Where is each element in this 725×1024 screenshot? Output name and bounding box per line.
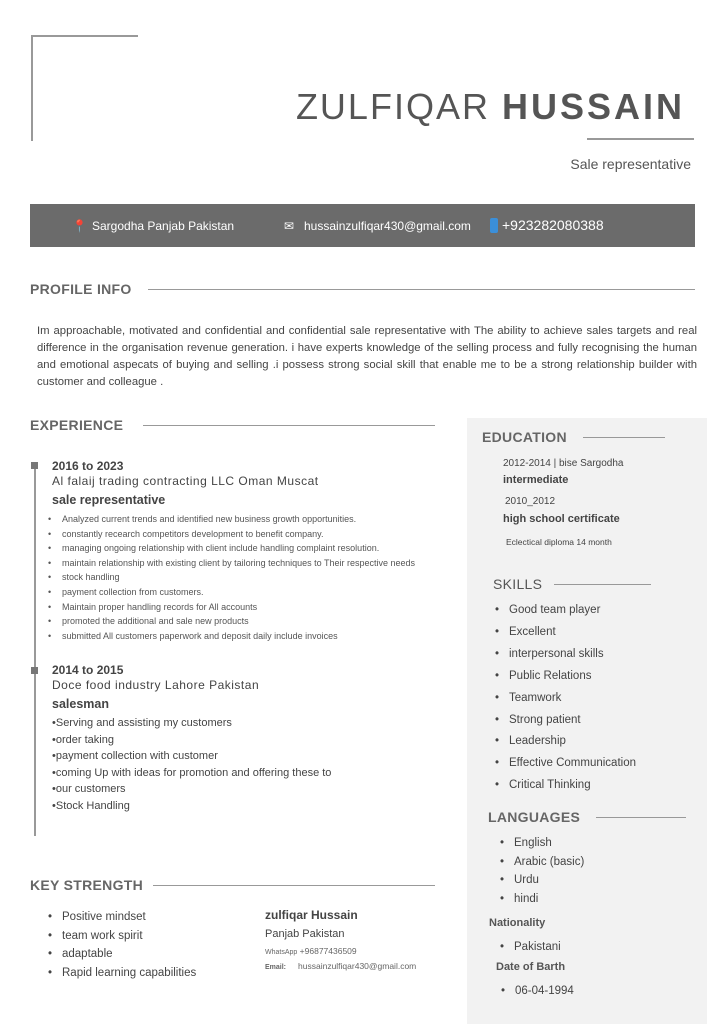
skill-item: • Critical Thinking <box>493 775 693 797</box>
skill-item: • Leadership <box>493 731 693 753</box>
job-company: Al falaij trading contracting LLC Oman Muscat <box>52 474 319 488</box>
job-company: Doce food industry Lahore Pakistan <box>52 678 260 692</box>
language-item: • Arabic (basic) <box>498 853 678 872</box>
skill-item: • Good team player <box>493 600 693 622</box>
job-duties <box>48 512 432 643</box>
language-item: • hindi <box>498 890 678 909</box>
profile-text: Im approachable, motivated and confidential and confidential sale representative with The ability to achieve sales targets and real difference in the organisation revenue generation. i have experts knowledge of the selling process and fully recognising the human and emotional aspecats of buying and selling .i possess strong social skill that enable me to be a strong relationship builder with customer and colleague . <box>37 325 697 388</box>
duty-item: • payment collection from customers. <box>48 585 432 600</box>
language-item: • Urdu <box>498 871 678 890</box>
timeline-marker <box>31 462 38 469</box>
whatsapp-number: +96877436509 <box>299 946 357 956</box>
job-period: 2016 to 2023 <box>52 459 124 473</box>
duty-item: • stock handling <box>48 570 432 585</box>
full-name <box>296 86 685 128</box>
education-period: 2012-2014 | bise Sargodha <box>503 458 624 469</box>
profile-heading: PROFILE INFO <box>30 281 695 297</box>
duty-item: • managing ongoing relationship with client include handling complaint resolution. <box>48 541 432 556</box>
timeline-line <box>34 462 36 836</box>
languages-heading: LANGUAGES <box>488 809 686 825</box>
phone-icon <box>490 218 498 233</box>
education-heading: EDUCATION <box>482 429 665 445</box>
nationality-list <box>498 937 561 959</box>
strength-item: • Positive mindset <box>46 908 246 927</box>
duty-item: • submitted All customers paperwork and deposit daily include invoices <box>48 629 432 644</box>
job-role: Sale representative <box>570 156 691 172</box>
job-entry <box>52 663 432 815</box>
education-list <box>503 458 703 547</box>
map-pin-icon: 📍 <box>72 219 87 233</box>
divider <box>587 138 694 140</box>
envelope-icon: ✉ <box>284 219 295 233</box>
education-degree: high school certificate <box>503 513 620 525</box>
language-item: • English <box>498 834 678 853</box>
contact-location: Sargodha Panjab Pakistan <box>92 219 235 233</box>
first-name: ZULFIQAR <box>295 86 490 127</box>
job-period: 2014 to 2015 <box>52 663 124 677</box>
last-name: HUSSAIN <box>501 86 685 127</box>
contact-email[interactable]: hussainzulfiqar430@gmail.com <box>304 219 471 233</box>
duty-item: • promoted the additional and sale new products <box>48 614 432 629</box>
footer-location: Panjab Pakistan <box>265 928 345 940</box>
footer-name: zulfiqar Hussain <box>265 908 358 922</box>
skill-item: • Public Relations <box>493 666 693 688</box>
education-note: Eclectical diploma 14 month <box>506 537 612 547</box>
job-entry <box>52 459 432 643</box>
duty-item: • Analyzed current trends and identified new business growth opportunities. <box>48 512 432 527</box>
languages-list <box>498 834 678 908</box>
nationality-value: • Pakistani <box>498 937 561 959</box>
contact-phone: +923282080388 <box>502 217 604 233</box>
education-degree: intermediate <box>503 474 569 486</box>
key-strength-heading: KEY STRENGTH <box>30 877 435 893</box>
job-duties <box>52 715 432 815</box>
job-position: sale representative <box>52 493 166 507</box>
duty-item: •order taking <box>52 733 114 746</box>
dob-value: • 06-04-1994 <box>499 981 574 1003</box>
duty-item: •Stock Handling <box>52 799 130 812</box>
strength-item: • team work spirit <box>46 927 246 946</box>
whatsapp-label: WhatsApp <box>265 949 298 956</box>
job-position: salesman <box>52 697 109 711</box>
duty-item: •payment collection with customer <box>52 750 218 763</box>
nationality-heading: Nationality <box>489 917 546 929</box>
education-period: 2010_2012 <box>505 496 556 507</box>
strength-item: • adaptable <box>46 945 246 964</box>
skill-item: • Teamwork <box>493 688 693 710</box>
key-strength-list <box>46 908 246 982</box>
dob-heading: Date of Barth <box>496 961 566 973</box>
skill-item: • interpersonal skills <box>493 644 693 666</box>
duty-item: • maintain relationship with existing client by tailoring techniques to Their respective needs <box>48 556 432 571</box>
footer-email[interactable]: hussainzulfiqar430@gmail.com <box>298 961 417 971</box>
duty-item: • Maintain proper handling records for All accounts <box>48 600 432 615</box>
skill-item: • Excellent <box>493 622 693 644</box>
contact-bar <box>30 204 695 247</box>
skill-item: • Effective Communication <box>493 753 693 775</box>
decorative-corner <box>31 35 138 141</box>
email-label: Email: <box>265 964 287 971</box>
timeline-marker <box>31 667 38 674</box>
duty-item: • constantly recearch competitors development to benefit company. <box>48 527 432 542</box>
skills-list <box>493 600 693 797</box>
skill-item: • Strong patient <box>493 710 693 732</box>
experience-heading: EXPERIENCE <box>30 417 435 433</box>
duty-item: •Serving and assisting my customers <box>52 717 232 729</box>
strength-item: • Rapid learning capabilities <box>46 964 246 983</box>
dob-list <box>499 981 574 1003</box>
duty-item: •coming Up with ideas for promotion and offering these to <box>52 766 332 779</box>
duty-item: •our customers <box>52 783 126 796</box>
footer-contact <box>265 908 455 971</box>
skills-heading: SKILLS <box>493 576 651 592</box>
